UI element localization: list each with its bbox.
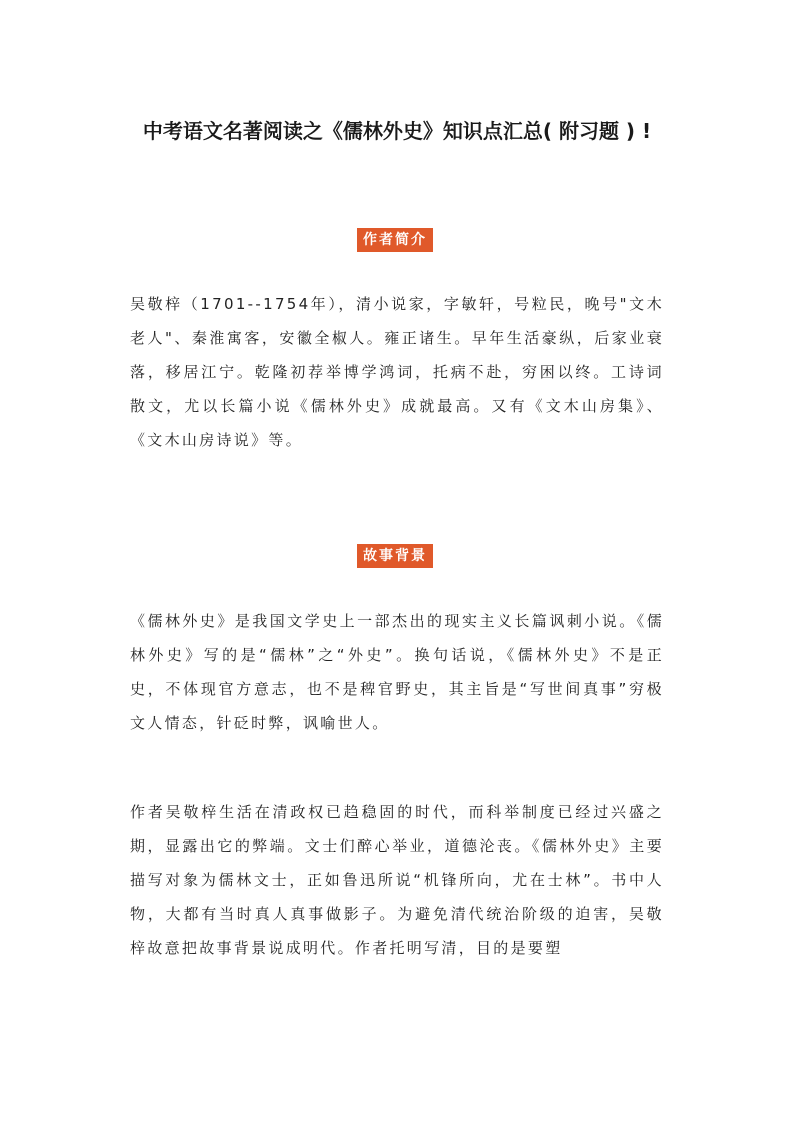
- document-title: 中考语文名著阅读之《儒林外史》知识点汇总( 附习题 ) !: [142, 119, 652, 144]
- section-heading-author: 作者简介: [357, 228, 433, 252]
- section-heading-background: 故事背景: [357, 544, 433, 568]
- background-paragraph-1: 《儒林外史》是我国文学史上一部杰出的现实主义长篇讽刺小说。《儒林外史》写的是“儒林”之“外史”。换句话说，《儒林外史》不是正史，不体现官方意志，也不是稗官野史，其主旨是“写世间真事”穷极文人情态，针砭时弊，讽喻世人。: [130, 612, 664, 732]
- author-intro-paragraph: 吴敬梓（1701--1754年），清小说家，字敏轩，号粒民，晚号"文木老人"、秦淮寓客，安徽全椒人。雍正诸生。早年生活豪纵，后家业衰落，移居江宁。乾隆初荐举博学鸿词，托病不赴，穷困以终。工诗词散文，尤以长篇小说《儒林外史》成就最高。又有《文木山房集》、《文木山房诗说》等。: [130, 295, 664, 449]
- background-paragraph-2: 作者吴敬梓生活在清政权已趋稳固的时代，而科举制度已经过兴盛之期，显露出它的弊端。文士们醉心举业，道德沦丧。《儒林外史》主要描写对象为儒林文士，正如鲁迅所说“机锋所向，尤在士林”。书中人物，大都有当时真人真事做影子。为避免清代统治阶级的迫害，吴敬梓故意把故事背景说成明代。作者托明写清，目的是要塑: [130, 803, 664, 957]
